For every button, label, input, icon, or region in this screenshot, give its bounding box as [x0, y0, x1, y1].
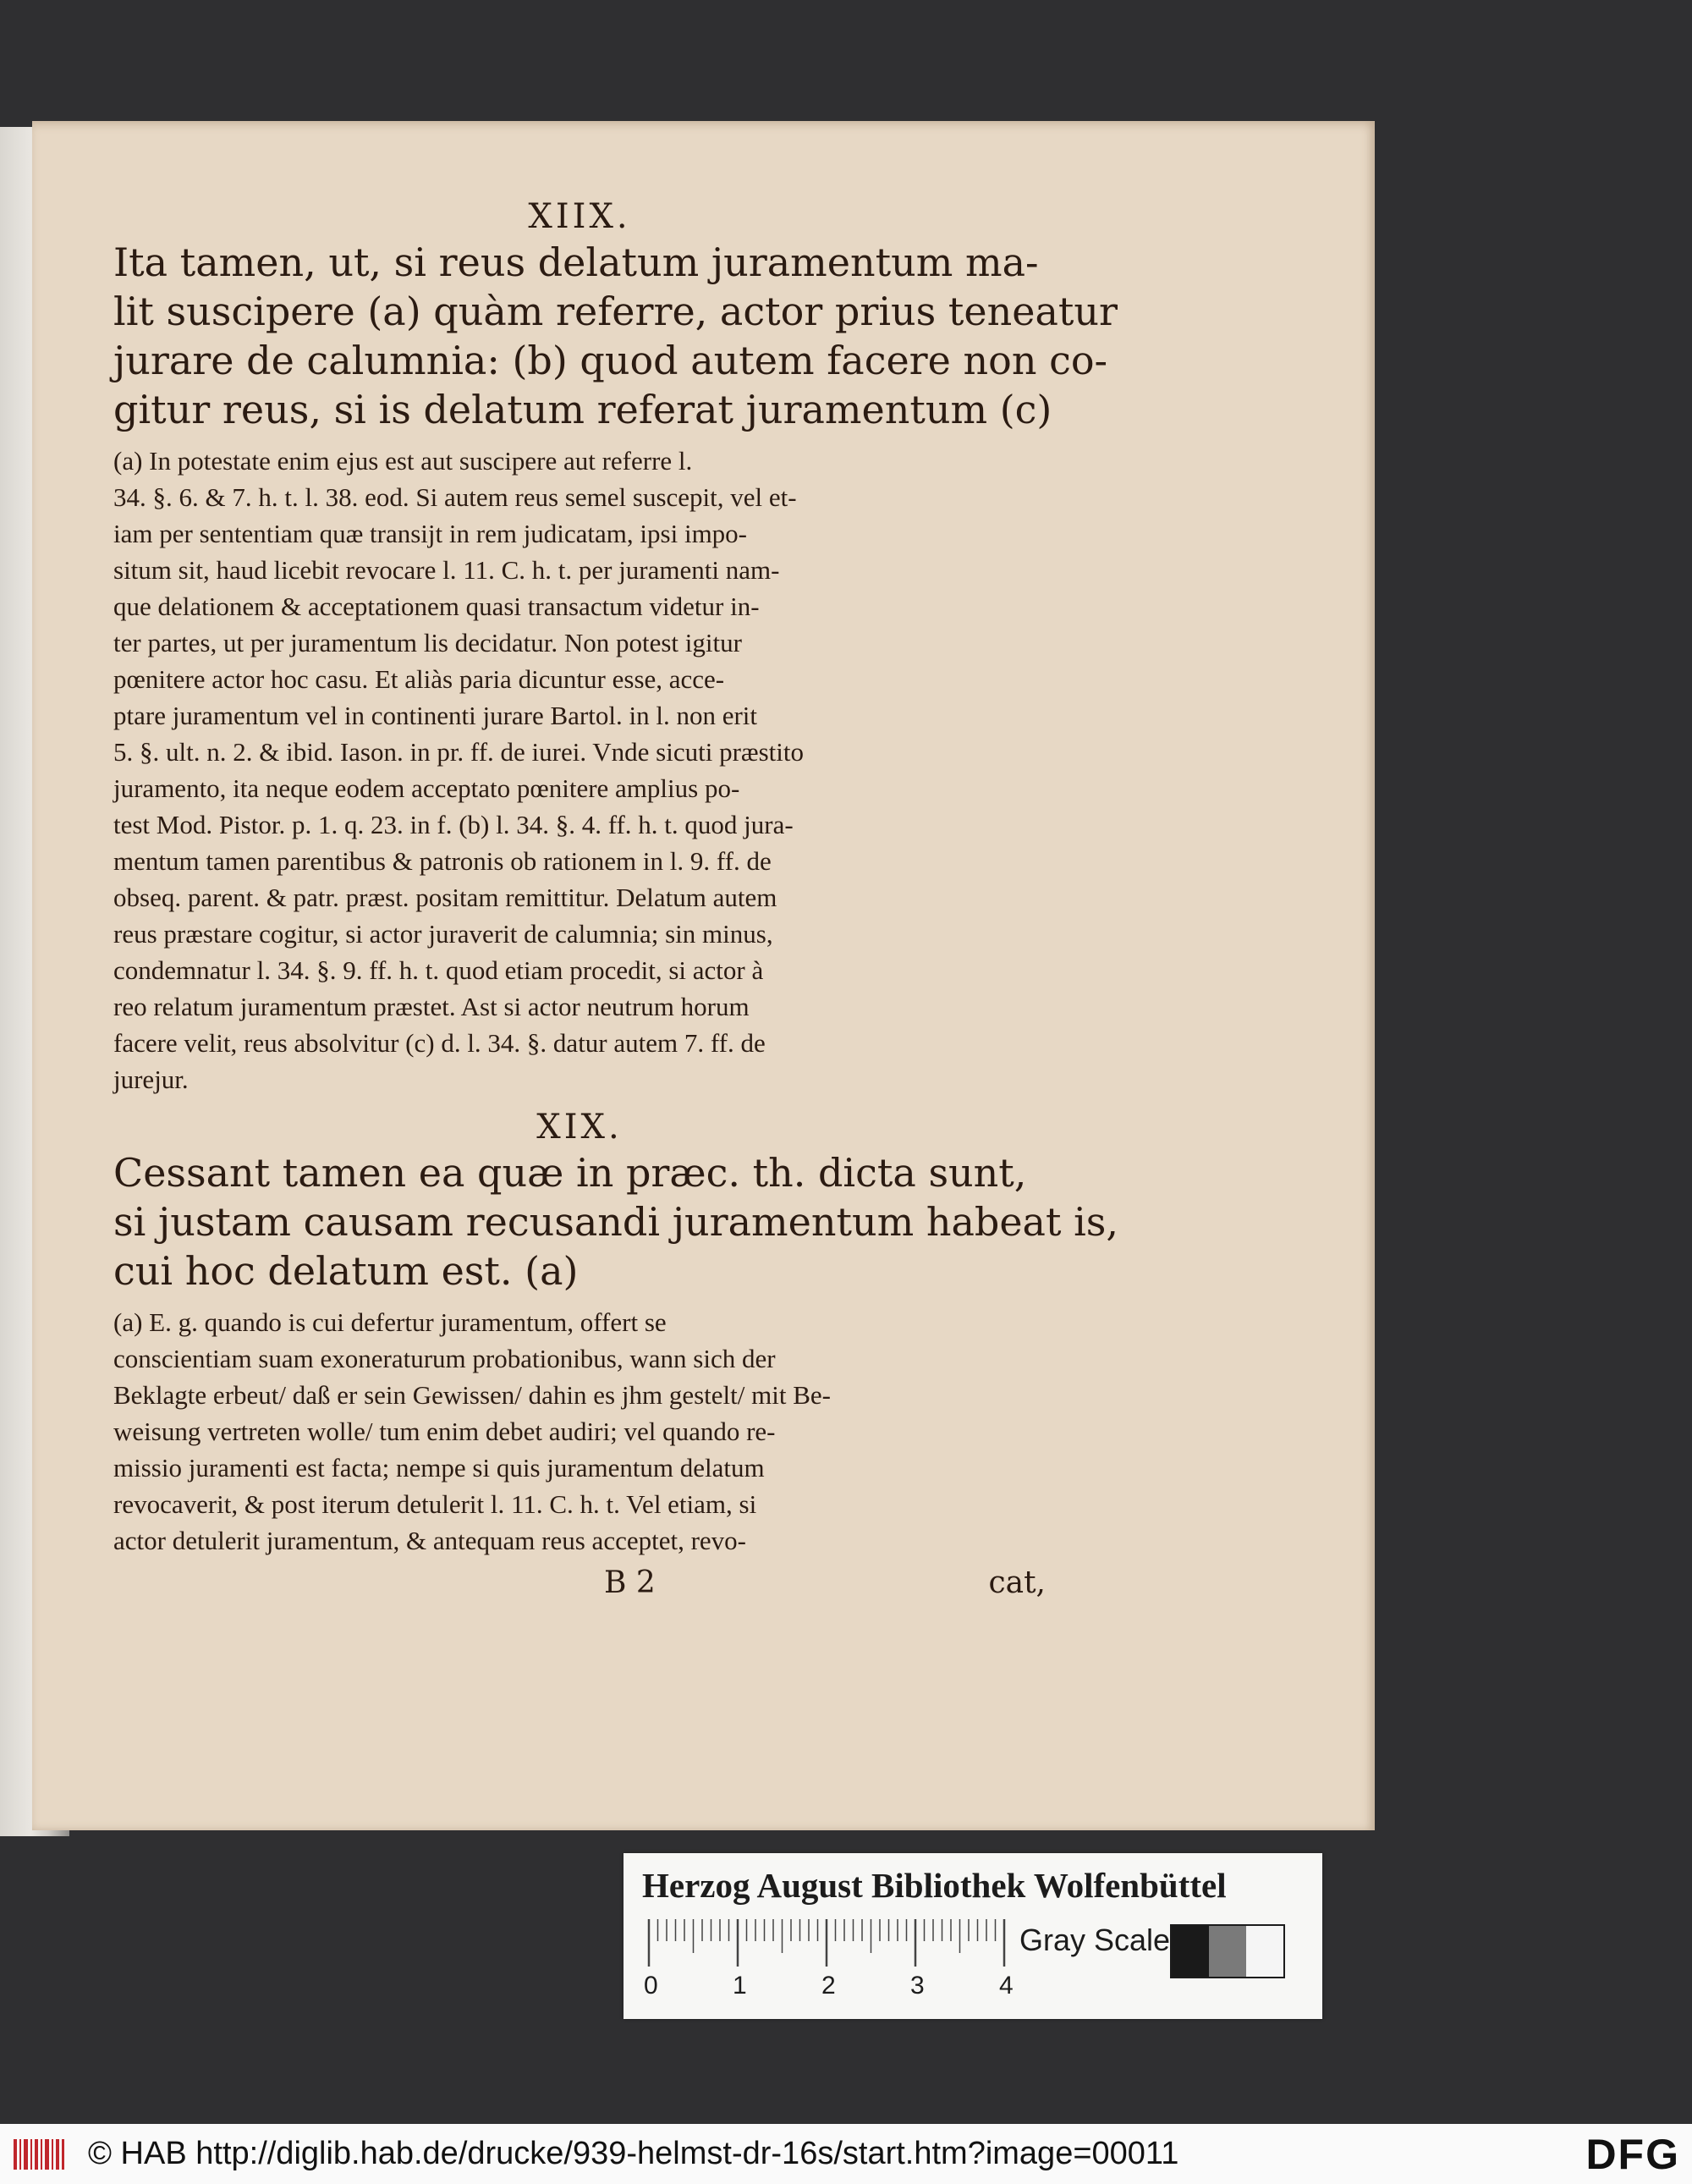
footnote-line: jurejur.	[113, 1064, 189, 1094]
footnote-line: juramento, ita neque eodem acceptato pœnitere amplius po-	[113, 773, 740, 803]
footnote-line: pœnitere actor hoc casu. Et aliàs paria dicuntur esse, acce-	[113, 664, 725, 694]
page-text	[113, 195, 1119, 1603]
footnote-line: condemnatur l. 34. §. 9. ff. h. t. quod etiam procedit, si actor à	[113, 955, 764, 985]
footnote-line: Beklagte erbeut/ daß er sein Gewissen/ dahin es jhm gestelt/ mit Be-	[113, 1380, 831, 1410]
footnote-line: situm sit, haud licebit revocare l. 11. C. h. t. per juramenti nam-	[113, 555, 780, 585]
book-page	[32, 121, 1375, 1830]
gray-scale-swatch	[1170, 1924, 1285, 1978]
thesis-paragraph	[113, 238, 1118, 434]
footnote-line: missio juramenti est facta; nempe si quis juramentum delatum	[113, 1453, 765, 1483]
footnote-line: test Mod. Pistor. p. 1. q. 23. in f. (b) l. 34. §. 4. ff. h. t. quod jura-	[113, 810, 794, 839]
footnote-line: 34. §. 6. & 7. h. t. l. 38. eod. Si autem reus semel suscepit, vel et-	[113, 482, 797, 512]
catchword: cat,	[988, 1565, 1046, 1600]
gray-patch	[1209, 1926, 1246, 1977]
library-name: Herzog August Bibliothek Wolfenbüttel	[642, 1866, 1227, 1905]
text-line: Cessant tamen ea quæ in præc. th. dicta sunt,	[113, 1150, 1027, 1196]
footnote-line: revocaverit, & post iterum detulerit l. 11. C. h. t. Vel etiam, si	[113, 1489, 757, 1519]
footnote-line: reus præstare cogitur, si actor juraverit de calumnia; sin minus,	[113, 919, 773, 949]
barcode-icon	[12, 2136, 71, 2173]
footnote-line: weisung vertreten wolle/ tum enim debet audiri; vel quando re-	[113, 1417, 776, 1446]
footnote-line: obseq. parent. & patr. præst. positam remittitur. Delatum autem	[113, 883, 777, 912]
footnote-line: conscientiam suam exoneraturum probationibus, wann sich der	[113, 1344, 776, 1373]
footnote-line: facere velit, reus absolvitur (c) d. l. 34. §. datur autem 7. ff. de	[113, 1028, 766, 1058]
footnote-block	[113, 443, 1046, 1098]
ruler-number: 4	[999, 1972, 1014, 2000]
footnote-line: que delationem & acceptationem quasi transactum videtur in-	[113, 591, 760, 621]
text-line: jurare de calumnia: (b) quod autem facere non co-	[113, 338, 1108, 383]
ruler-number: 1	[733, 1972, 747, 2000]
thesis-heading: XIX.	[536, 1108, 623, 1147]
footnote-line: (a) E. g. quando is cui defertur juramentum, offert se	[113, 1307, 667, 1337]
copyright-link[interactable]: © HAB http://diglib.hab.de/drucke/939-helmst-dr-16s/start.htm?image=00011	[88, 2136, 1179, 2171]
footnote-line: reo relatum juramentum præstet. Ast si actor neutrum horum	[113, 992, 750, 1021]
text-line: si justam causam recusandi juramentum habeat is,	[113, 1199, 1119, 1245]
footer-bar	[0, 2124, 1692, 2184]
footnote-line: iam per sententiam quæ transijt in rem judicatam, ipsi impo-	[113, 519, 748, 548]
dfg-logo: DFG	[1585, 2130, 1680, 2178]
text-line: gitur reus, si is delatum referat juramentum (c)	[113, 387, 1052, 432]
gray-patch	[1246, 1926, 1283, 1977]
ruler-number: 0	[644, 1972, 658, 2000]
ruler-number: 2	[821, 1972, 836, 2000]
ruler	[644, 1917, 1016, 1968]
ruler-number: 3	[910, 1972, 925, 2000]
footnote-line: ptare juramentum vel in continenti jurare Bartol. in l. non erit	[113, 701, 757, 730]
text-line: cui hoc delatum est. (a)	[113, 1248, 579, 1294]
footnote-block	[113, 1304, 1046, 1559]
page-signature-row	[113, 1564, 1046, 1603]
text-line: Ita tamen, ut, si reus delatum juramentum ma-	[113, 239, 1039, 285]
thesis-paragraph	[113, 1148, 1119, 1296]
signature-mark: B 2	[604, 1565, 656, 1600]
text-line: lit suscipere (a) quàm referre, actor prius teneatur	[113, 289, 1118, 334]
thesis-heading: XIIX.	[528, 197, 631, 236]
footnote-line: actor detulerit juramentum, & antequam reus acceptet, revo-	[113, 1526, 746, 1555]
footnote-line: (a) In potestate enim ejus est aut suscipere aut referre l.	[113, 446, 693, 476]
footnote-line: 5. §. ult. n. 2. & ibid. Iason. in pr. ff. de iurei. Vnde sicuti præstito	[113, 737, 804, 767]
footnote-line: ter partes, ut per juramentum lis decidatur. Non potest igitur	[113, 628, 742, 657]
gray-patch	[1172, 1926, 1209, 1977]
color-scale-card	[624, 1853, 1322, 2019]
footnote-line: mentum tamen parentibus & patronis ob rationem in l. 9. ff. de	[113, 846, 772, 876]
gray-scale-label: Gray Scale	[1019, 1923, 1171, 1957]
